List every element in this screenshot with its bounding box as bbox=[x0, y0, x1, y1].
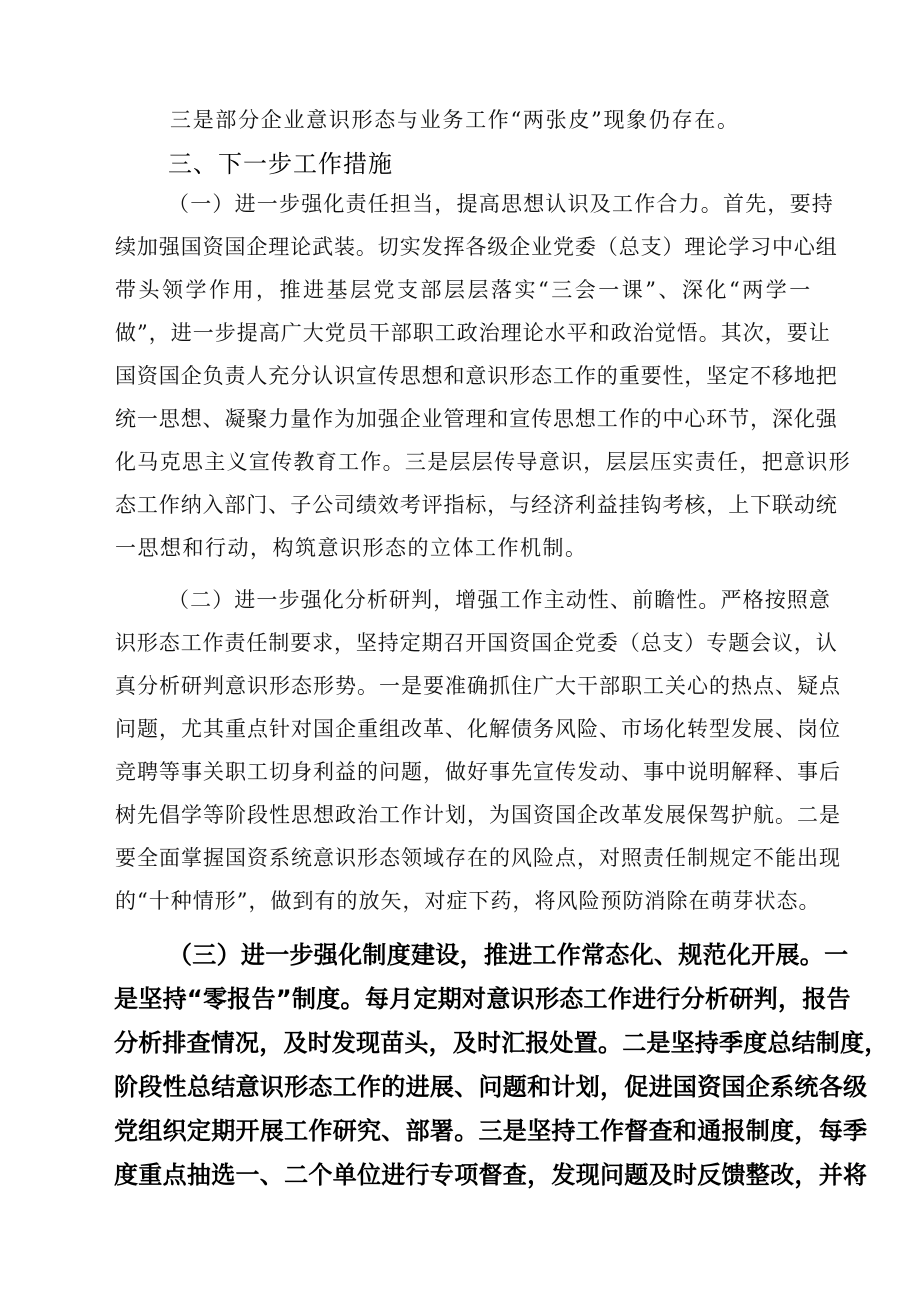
paragraph-line: 的“十种情形”，做到有的放矢，对症下药，将风险预防消除在萌芽状态。 bbox=[115, 889, 821, 913]
paragraph-line: （二）进一步强化分析研判，增强工作主动性、前瞻性。严格按照意 bbox=[168, 588, 831, 612]
paragraph-line: 做”，进一步提高广大党员干部职工政治理论水平和政治觉悟。其次，要让 bbox=[115, 321, 831, 345]
paragraph-line: 统一思想、凝聚力量作为加强企业管理和宣传思想工作的中心环节，深化强 bbox=[115, 407, 838, 431]
paragraph-line: 一思想和行动，构筑意识形态的立体工作机制。 bbox=[115, 536, 588, 560]
paragraph-line: 问题，尤其重点针对国企重组改革、化解债务风险、市场化转型发展、岗位 bbox=[115, 717, 841, 741]
paragraph-line: 识形态工作责任制要求，坚持定期召开国资国企党委（总支）专题会议，认 bbox=[115, 631, 838, 655]
paragraph-line: 党组织定期开展工作研究、部署。三是坚持工作督查和通报制度，每季 bbox=[114, 1117, 868, 1145]
intro-line: 三是部分企业意识形态与业务工作“两张皮”现象仍存在。 bbox=[170, 108, 740, 132]
paragraph-line: 真分析研判意识形态形势。一是要准确抓住广大干部职工关心的热点、疑点 bbox=[115, 674, 841, 698]
paragraph-line: 续加强国资国企理论武装。切实发挥各级企业党委（总支）理论学习中心组 bbox=[115, 235, 838, 259]
paragraph-line: 阶段性总结意识形态工作的进展、问题和计划，促进国资国企系统各级 bbox=[114, 1073, 868, 1101]
paragraph-line: （三）进一步强化制度建设，推进工作常态化、规范化开展。一 bbox=[168, 941, 849, 969]
paragraph-line: 国资国企负责人充分认识宣传思想和意识形态工作的重要性，坚定不移地把 bbox=[115, 364, 838, 388]
paragraph-line: 度重点抽选一、二个单位进行专项督查，发现问题及时反馈整改，并将 bbox=[114, 1161, 868, 1189]
paragraph-line: 分析排查情况，及时发现苗头，及时汇报处置。二是坚持季度总结制度， bbox=[114, 1029, 889, 1057]
paragraph-line: 树先倡学等阶段性思想政治工作计划，为国资国企改革发展保驾护航。二是 bbox=[115, 803, 841, 827]
paragraph-line: 化马克思主义宣传教育工作。三是层层传导意识，层层压实责任，把意识形 bbox=[115, 450, 851, 474]
paragraph-line: （一）进一步强化责任担当，提高思想认识及工作合力。首先，要持 bbox=[168, 192, 834, 216]
section-heading: 三、下一步工作措施 bbox=[168, 150, 393, 178]
paragraph-line: 带头领学作用，推进基层党支部层层落实“三会一课”、深化“两学一 bbox=[115, 278, 813, 302]
paragraph-line: 竞聘等事关职工切身利益的问题，做好事先宣传发动、事中说明解释、事后 bbox=[115, 760, 841, 784]
paragraph-line: 是坚持“零报告”制度。每月定期对意识形态工作进行分析研判，报告 bbox=[114, 985, 851, 1013]
paragraph-line: 要全面掌握国资系统意识形态领域存在的风险点，对照责任制规定不能出现 bbox=[115, 846, 841, 870]
paragraph-line: 态工作纳入部门、子公司绩效考评指标，与经济利益挂钩考核，上下联动统 bbox=[115, 493, 838, 517]
